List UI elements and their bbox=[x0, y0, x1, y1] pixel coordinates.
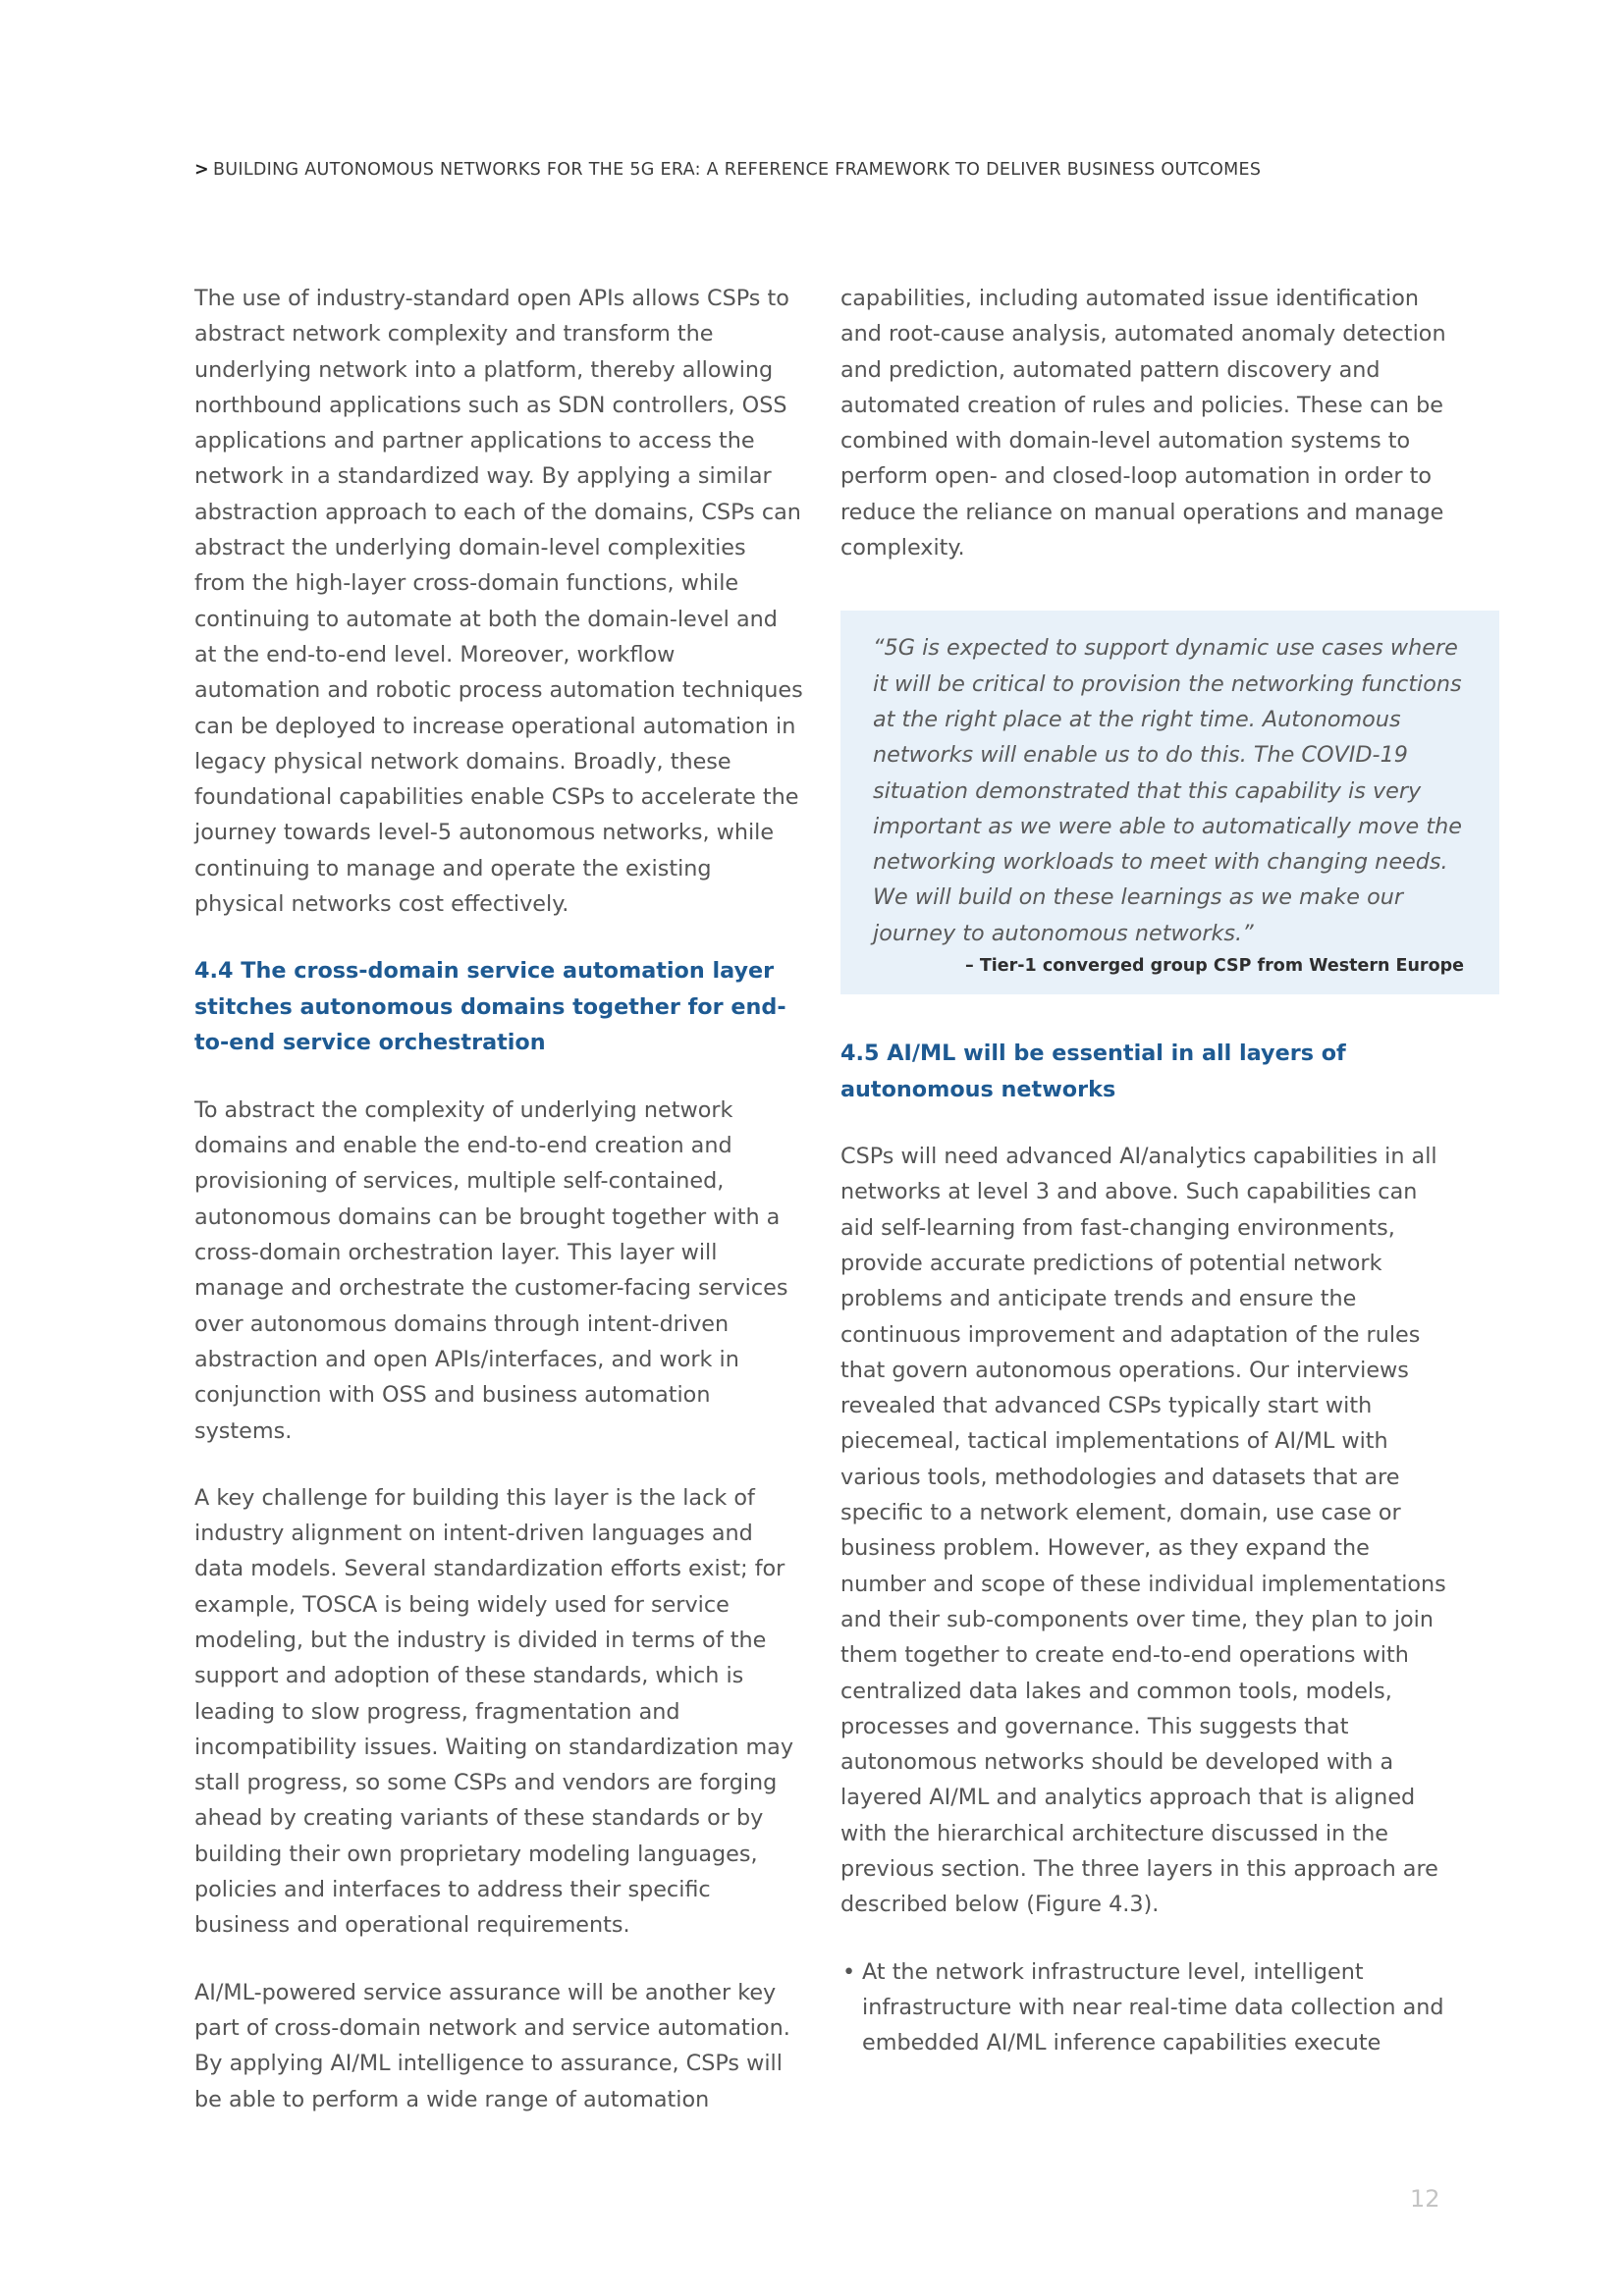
bullet-icon: • bbox=[842, 1958, 856, 1985]
left-paragraph-4: AI/ML-powered service assurance will be another key part of cross-domain network and service automation. By applying AI/ML intelligence to assurance, CSPs will be able to perform a wide range of automation bbox=[194, 1979, 790, 2112]
header-title: BUILDING AUTONOMOUS NETWORKS FOR THE 5G ERA: A REFERENCE FRAMEWORK TO DELIVER BUSINESS OUTCOMES bbox=[212, 160, 1262, 180]
bullet-text: At the network infrastructure level, intelligent infrastructure with near real-time data collection and embedded AI/ML inference capabilities execute bbox=[862, 1958, 1444, 2056]
running-header bbox=[194, 160, 1261, 180]
section-heading-4-4: 4.4 The cross-domain service automation layer stitches autonomous domains together for end-to-end service orchestration bbox=[194, 958, 786, 1056]
right-paragraph-1: capabilities, including automated issue identification and root-cause analysis, automated anomaly detection and prediction, automated pattern discovery and automated creation of rules and policies. These can be combined with domain-level automation systems to perform open- and closed-loop automation in order to reduce the reliance on manual operations and manage complexity. bbox=[840, 286, 1446, 561]
page-number: 12 bbox=[1410, 2185, 1440, 2213]
left-paragraph-1: The use of industry-standard open APIs allows CSPs to abstract network complexity and transform the underlying network into a platform, thereby allowing northbound applications such as SDN controllers, OSS applications and partner applications to access the network in a standardized way. By applying a similar abstraction approach to each of the domains, CSPs can abstract the underlying domain-level complexities from the high-layer cross-domain functions, while continuing to automate at both the domain-level and at the end-to-end level. Moreover, workflow automation and robotic process automation techniques can be deployed to increase operational automation in legacy physical network domains. Broadly, these foundational capabilities enable CSPs to accelerate the journey towards level-5 autonomous networks, while continuing to manage and operate the existing physical networks cost effectively. bbox=[194, 286, 803, 918]
right-paragraph-2: CSPs will need advanced AI/analytics capabilities in all networks at level 3 and above. Such capabilities can aid self-learning from fast-changing environments, provide accurate predictions of potential network problems and anticipate trends and ensure the continuous improvement and adaptation of the rules that govern autonomous operations. Our interviews revealed that advanced CSPs typically start with piecemeal, tactical implementations of AI/ML with various tools, methodologies and datasets that are specific to a network element, domain, use case or business problem. However, as they expand the number and scope of these individual implementations and their sub-components over time, they plan to join them together to create end-to-end operations with centralized data lakes and common tools, models, processes and governance. This suggests that autonomous networks should be developed with a layered AI/ML and analytics approach that is aligned with the hierarchical architecture discussed in the previous section. The three layers in this approach are described below (Figure 4.3). bbox=[840, 1144, 1446, 1918]
header-arrow-icon: > bbox=[194, 160, 209, 180]
left-column bbox=[194, 281, 803, 2117]
bullet-list bbox=[840, 1954, 1449, 2061]
left-paragraph-2: To abstract the complexity of underlying network domains and enable the end-to-end creation and provisioning of services, multiple self-contained, autonomous domains can be brought together with a cross-domain orchestration layer. This layer will manage and orchestrate the customer-facing services over autonomous domains through intent-driven abstraction and open APIs/interfaces, and work in conjunction with OSS and business automation systems. bbox=[194, 1096, 788, 1444]
pull-quote-attribution: – Tier-1 converged group CSP from Western Europe bbox=[965, 956, 1464, 977]
left-paragraph-3: A key challenge for building this layer is the lack of industry alignment on intent-driven languages and data models. Several standardization efforts exist; for example, TOSCA is being widely used for service modeling, but the industry is divided in terms of the support and adoption of these standards, which is leading to slow progress, fragmentation and incompatibility issues. Waiting on standardization may stall progress, so some CSPs and vendors are forging ahead by creating variants of these standards or by building their own proprietary modeling languages, policies and interfaces to address their specific business and operational requirements. bbox=[194, 1484, 794, 1939]
right-column bbox=[840, 281, 1464, 2060]
section-heading-4-5: 4.5 AI/ML will be essential in all layers of autonomous networks bbox=[840, 1041, 1346, 1102]
pull-quote-box bbox=[840, 611, 1499, 994]
pull-quote-text: “5G is expected to support dynamic use cases where it will be critical to provision the networking functions at the right place at the right time. Autonomous networks will enable us to do this. The COVID-19 situation demonstrated that this capability is very important as we were able to automatically move the networking workloads to meet with changing needs. We will build on these learnings as we make our journey to autonomous networks.” bbox=[873, 635, 1462, 946]
list-item bbox=[840, 1954, 1449, 2061]
